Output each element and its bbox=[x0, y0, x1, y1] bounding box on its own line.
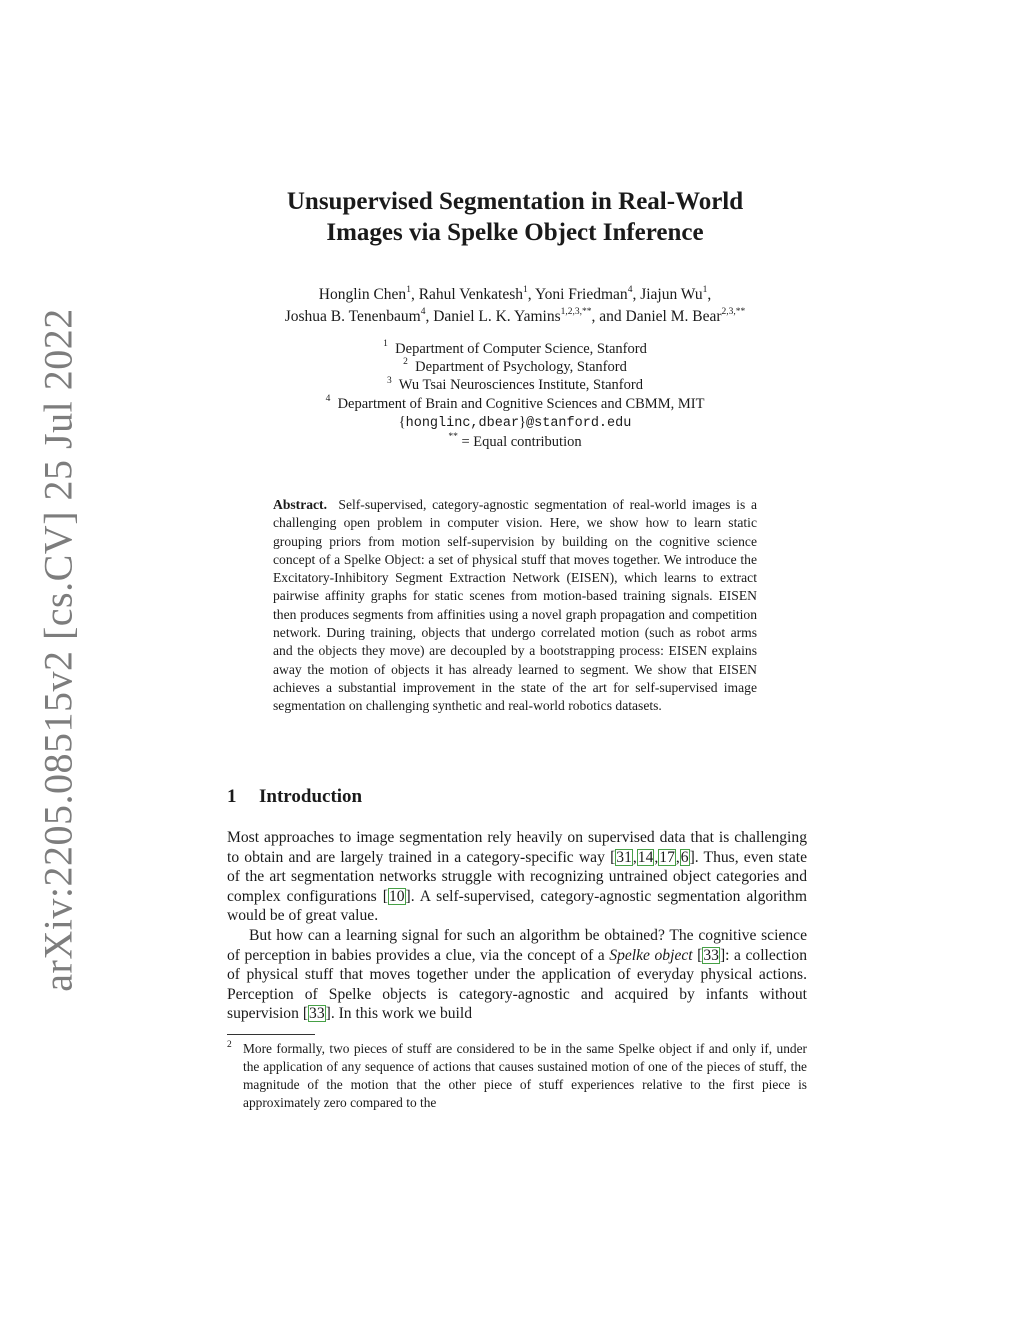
author-name: Honglin Chen bbox=[318, 286, 407, 303]
affiliation-text: Department of Brain and Cognitive Sciences and CBMM, MIT bbox=[337, 395, 705, 412]
paragraph: Most approaches to image segmentation rely heavily on supervised data that is challenging to obtain and are largely trained in a category-specific way [31,14,17,6]. Thus, even state of the art segmentation networks struggle with recognizing untrained object categories and complex configurations [10]. A self-supervised, category-agnostic segmentation algorithm would be of great value. bbox=[227, 829, 807, 925]
footnote-divider bbox=[227, 1034, 315, 1035]
equal-contribution-note bbox=[200, 433, 830, 451]
author-name: Jiajun Wu bbox=[640, 286, 703, 303]
affiliation-mark: 1 bbox=[383, 339, 388, 350]
paragraph-text: : a collection of physical stuff that moves together under the application of everyday physical actions. Perception of Spelke objects is category-agnostic and acquired by infants without supervision bbox=[227, 946, 807, 1023]
author-affiliation-mark: 1 bbox=[406, 284, 411, 295]
author-name: Joshua B. Tenenbaum bbox=[284, 308, 421, 325]
paragraph-text: . In this work we build bbox=[330, 1005, 473, 1023]
citation-link[interactable]: 33 bbox=[309, 1005, 325, 1023]
author-affiliation-mark: 4 bbox=[420, 306, 426, 317]
email-brace-open: { bbox=[398, 413, 406, 430]
abstract-text: Self-supervised, category-agnostic segmentation of real-world images is a challenging open problem in computer vision. Here, we show how to learn static grouping priors from motion self-supervision by building on the cognitive science concept of a Spelke Object: a set of physical stuff that moves together. We introduce the Excitatory-Inhibitory Segment Extraction Network (EISEN), which learns to extract pairwise affinity graphs for static scenes from motion-based training signals. EISEN then produces segments from affinities using a novel graph propagation and competition network. During training, objects that undergo correlated motion (such as robot arms and the objects they move) are decoupled by a bootstrapping process: EISEN explains away the motion of objects it has already learned to segment. We show that EISEN achieves a substantial improvement in the state of the art for self-supervised image segmentation on challenging synthetic and real-world robotics datasets. bbox=[273, 497, 757, 714]
abstract bbox=[273, 496, 757, 716]
affiliation-text: Wu Tsai Neurosciences Institute, Stanford bbox=[398, 377, 643, 394]
author-affiliation-mark: 4 bbox=[627, 284, 633, 295]
introduction-body bbox=[227, 828, 807, 1024]
section-number: 1 bbox=[227, 786, 237, 807]
section-heading-introduction bbox=[227, 786, 362, 808]
email-users: honglinc,dbear bbox=[405, 415, 520, 431]
author-name: Daniel L. K. Yamins bbox=[433, 308, 561, 325]
paragraph: But how can a learning signal for such an algorithm be obtained? The cognitive science of perception in babies provides a clue, via the concept of a Spelke object [33]: a collection of physical stuff that moves together under the application of everyday physical actions. Perception of Spelke objects is category-agnostic and acquired by infants without supervision [33]. In this work we build bbox=[227, 926, 807, 1023]
author-name: Yoni Friedman bbox=[534, 286, 628, 303]
author-name: Rahul Venkatesh bbox=[418, 286, 524, 303]
paragraph-text: Most approaches to image segmentation rely heavily on supervised data that is challenging to obtain and are largely trained in a category-specific way bbox=[227, 829, 807, 866]
emphasis-text: Spelke object bbox=[609, 946, 693, 964]
author-separator: , bbox=[527, 286, 535, 303]
author-line-1 bbox=[200, 284, 830, 306]
author-line-2 bbox=[200, 306, 830, 328]
author-list bbox=[200, 284, 830, 328]
citation-link[interactable]: 33 bbox=[703, 946, 719, 964]
footnote-text: More formally, two pieces of stuff are considered to be in the same Spelke object if and only if, under the application of any sequence of actions that causes sustained motion of one of the pieces of stuff, the magnitude of the motion that the other piece of stuff experiences relative to the first piece is approximately zero compared to the bbox=[243, 1041, 807, 1111]
paper-title-line-1: Unsupervised Segmentation in Real-World bbox=[286, 188, 744, 215]
affiliation-mark: 2 bbox=[403, 357, 408, 368]
affiliation-mark: 4 bbox=[325, 393, 331, 404]
citation-link[interactable]: 17 bbox=[659, 848, 675, 866]
affiliation-text: Department of Computer Science, Stanford bbox=[395, 341, 647, 357]
paragraph-text: But how can a learning signal for such an algorithm be obtained? The cognitive science of perception in babies provides a clue, via the concept of a bbox=[227, 926, 807, 964]
paper-title-line-2: Images via Spelke Object Inference bbox=[326, 219, 704, 246]
author-separator: , bbox=[410, 286, 419, 303]
affiliation-item bbox=[200, 340, 830, 358]
contact-email[interactable] bbox=[200, 413, 830, 433]
author-separator: , bbox=[425, 308, 434, 325]
paper-title bbox=[200, 186, 830, 248]
paragraph-text: . Thus, even state of the art segmentation networks struggle with recognizing untrained object categories and complex configurations bbox=[227, 848, 807, 905]
author-separator: , and bbox=[591, 308, 626, 325]
author-name: Daniel M. Bear bbox=[625, 308, 722, 325]
affiliation-list bbox=[200, 340, 830, 451]
abstract-label: Abstract. bbox=[273, 497, 327, 512]
equal-contribution-text: = Equal contribution bbox=[461, 434, 582, 451]
footnote: $^2$ More formally, two pieces of stuff are considered to be in the same Spelke object if and only if, under the application of any sequence of actions that causes sustained motion of one of the pieces of stuff, the magnitude of the motion that the other piece of stuff experiences relative to the first piece is approximately zero compared to the bbox=[227, 1039, 807, 1111]
section-title: Introduction bbox=[259, 786, 363, 807]
author-separator: , bbox=[707, 286, 712, 303]
citation-link[interactable]: 10 bbox=[388, 887, 405, 905]
author-affiliation-mark: 1 bbox=[702, 284, 708, 295]
citation-link[interactable]: 6 bbox=[680, 848, 689, 866]
author-affiliation-mark: 1 bbox=[523, 284, 528, 295]
affiliation-item bbox=[200, 376, 830, 394]
author-affiliation-mark: 2,3,** bbox=[721, 306, 746, 317]
citation-link[interactable]: 14 bbox=[637, 848, 654, 866]
email-domain: @stanford.edu bbox=[526, 415, 632, 431]
paragraph-text: . A self-supervised, category-agnostic segmentation algorithm would be of great value. bbox=[227, 887, 807, 925]
affiliation-text: Department of Psychology, Stanford bbox=[415, 359, 627, 376]
affiliation-mark: 3 bbox=[387, 375, 392, 386]
arxiv-identifier-text: arXiv:2205.08515v2 [cs.CV] 25 Jul 2022 bbox=[35, 308, 81, 992]
equal-contribution-mark: ** bbox=[448, 432, 458, 443]
author-affiliation-mark: 1,2,3,** bbox=[560, 306, 592, 317]
email-brace-close: } bbox=[519, 413, 527, 430]
affiliation-item bbox=[200, 395, 830, 413]
citation-link[interactable]: 31 bbox=[616, 848, 632, 866]
affiliation-item bbox=[200, 358, 830, 376]
author-separator: , bbox=[632, 286, 641, 303]
